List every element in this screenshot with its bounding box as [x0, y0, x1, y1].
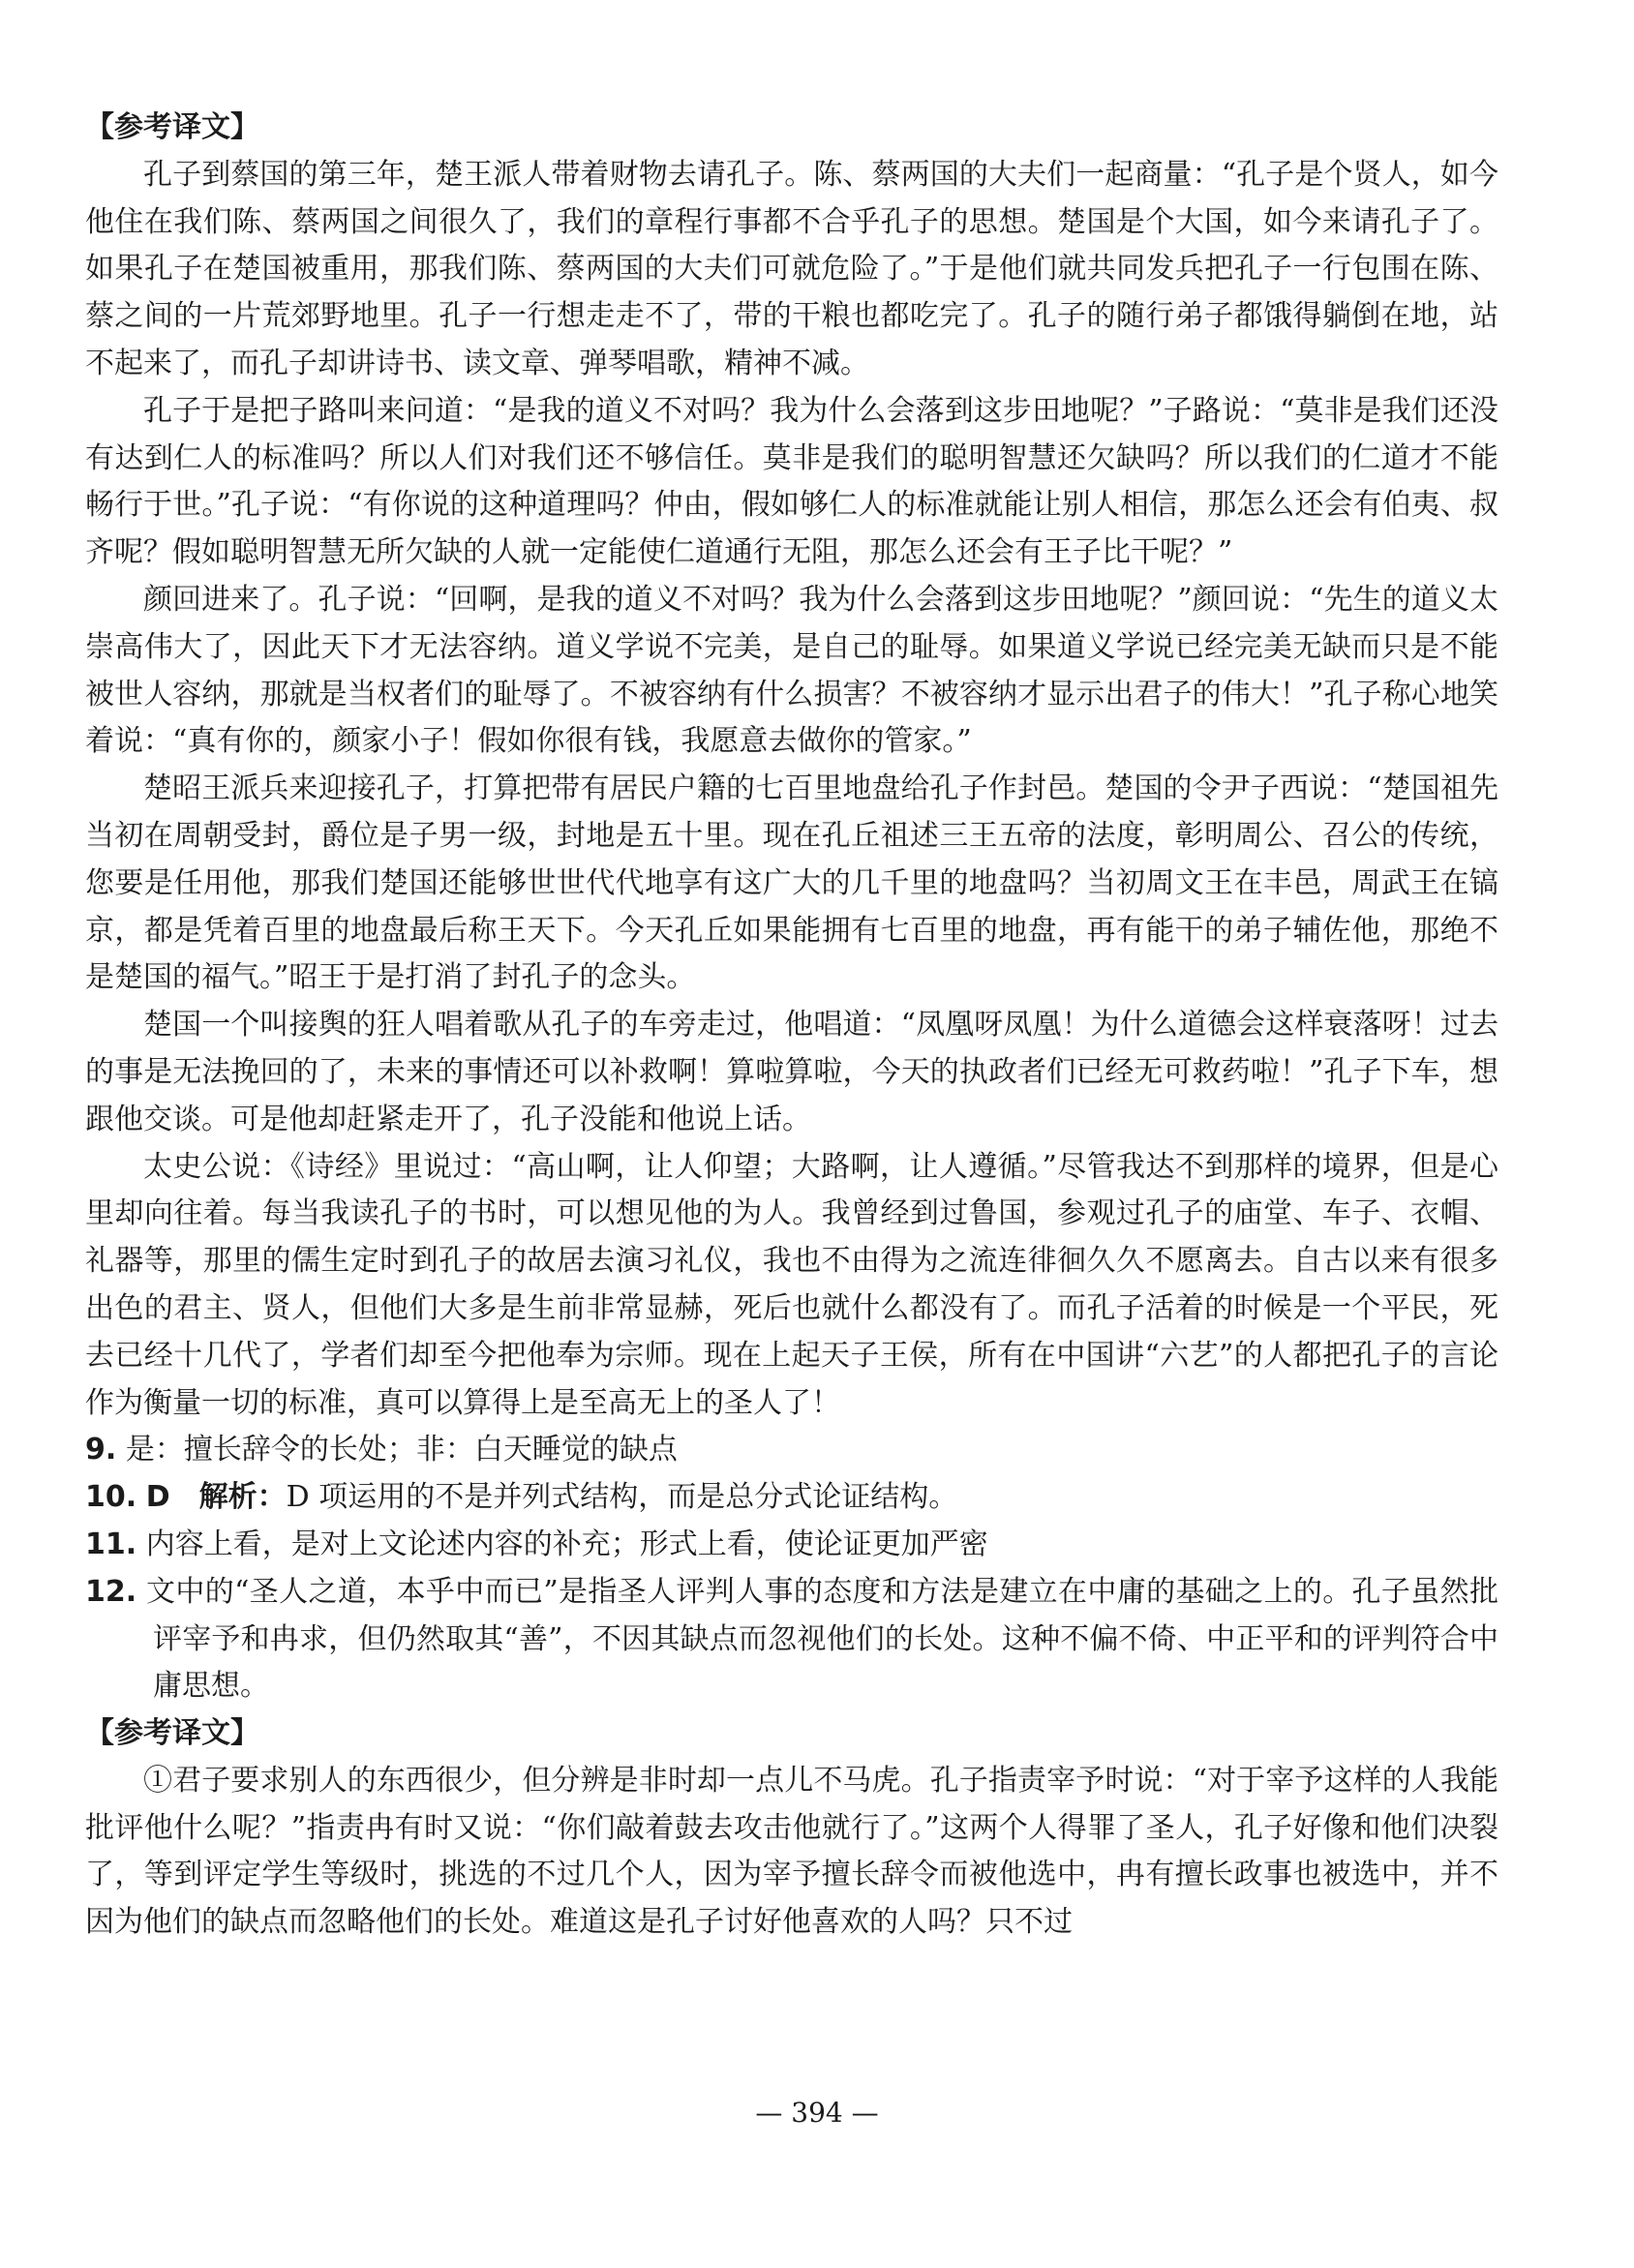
translation-paragraph: ①君子要求别人的东西很少，但分辨是非时却一点儿不马虎。孔子指责宰予时说：“对于宰予这样的人我能批评他什么呢？”指责冉有时又说：“你们敲着鼓去攻击他就行了。”这两个人得罪了圣人，孔子好像和他们决裂了，等到评定学生等级时，挑选的不过几个人，因为宰予擅长辞令而被他选中，冉有擅长政事也被选中，并不因为他们的缺点而忽略他们的长处。难道这是孔子讨好他喜欢的人吗？只不过 [85, 1763, 1498, 1940]
translation-paragraph: 楚昭王派兵来迎接孔子，打算把带有居民户籍的七百里地盘给孔子作封邑。楚国的令尹子西说：“楚国祖先当初在周朝受封，爵位是子男一级，封地是五十里。现在孔丘祖述三王五帝的法度，彰明周公、召公的传统，您要是任用他，那我们楚国还能够世世代代地享有这广大的几千里的地盘吗？当初周文王在丰邑，周武王在镐京，都是凭着百里的地盘最后称王天下。今天孔丘如果能拥有七百里的地盘，再有能干的弟子辅佐他，那绝不是楚国的福气。”昭王于是打消了封孔子的念头。 [85, 771, 1498, 995]
translation-paragraph: 孔子于是把子路叫来问道：“是我的道义不对吗？我为什么会落到这步田地呢？”子路说：“莫非是我们还没有达到仁人的标准吗？所以人们对我们还不够信任。莫非是我们的聪明智慧还欠缺吗？所以我们的仁道才不能畅行于世。”孔子说：“有你说的这种道理吗？仲由，假如够仁人的标准就能让别人相信，那怎么还会有伯夷、叔齐呢？假如聪明智慧无所欠缺的人就一定能使仁道通行无阻，那怎么还会有王子比干呢？” [85, 393, 1498, 570]
translation-paragraph: 太史公说：《诗经》里说过：“高山啊，让人仰望；大路啊，让人遵循。”尽管我达不到那样的境界，但是心里却向往着。每当我读孔子的书时，可以想见他的为人。我曾经到过鲁国，参观过孔子的庙堂、车子、衣帽、礼器等，那里的儒生定时到孔子的故居去演习礼仪，我也不由得为之流连徘徊久久不愿离去。自古以来有很多出色的君主、贤人，但他们大多是生前非常显赫，死后也就什么都没有了。而孔子活着的时候是一个平民，死去已经十几代了，学者们却至今把他奉为宗师。现在上起天子王侯，所有在中国讲“六艺”的人都把孔子的言论作为衡量一切的标准，真可以算得上是至高无上的圣人了！ [85, 1149, 1498, 1420]
answer-text: D 项运用的不是并列式结构，而是总分式论证结构。 [286, 1480, 958, 1515]
answer-number: 10. [85, 1480, 137, 1515]
section-heading: 【参考译文】 [85, 110, 259, 144]
answer-number: 11. [85, 1527, 137, 1561]
answer-item [85, 1522, 1498, 1569]
translation-paragraph: 颜回进来了。孔子说：“回啊，是我的道义不对吗？我为什么会落到这步田地呢？”颜回说：“先生的道义太崇高伟大了，因此天下才无法容纳。道义学说不完美，是自己的耻辱。如果道义学说已经完美无缺而只是不能被世人容纳，那就是当权者们的耻辱了。不被容纳有什么损害？不被容纳才显示出君子的伟大！”孔子称心地笑着说：“真有你的，颜家小子！假如你很有钱，我愿意去做你的管家。” [85, 582, 1498, 759]
answer-number: 12. [85, 1574, 137, 1609]
answer-item [85, 1474, 1498, 1522]
page-number: — 394 — [755, 2097, 879, 2129]
answer-analysis-tag: D 解析： [145, 1480, 287, 1515]
answer-text: 文中的“圣人之道，本乎中而已”是指圣人评判人事的态度和方法是建立在中庸的基础之上的。孔子虽然批评宰予和冉求，但仍然取其“善”，不因其缺点而忽视他们的长处。这种不偏不倚、中正平和的评判符合中庸思想。 [146, 1574, 1498, 1704]
translation-paragraph: 楚国一个叫接舆的狂人唱着歌从孔子的车旁走过，他唱道：“凤凰呀凤凰！为什么道德会这样衰落呀！过去的事是无法挽回的了，未来的事情还可以补救啊！算啦算啦，今天的执政者们已经无可救药啦！”孔子下车，想跟他交谈。可是他却赶紧走开了，孔子没能和他说上话。 [85, 1008, 1498, 1136]
answer-text: 是：擅长辞令的长处；非：白天睡觉的缺点 [125, 1433, 678, 1467]
answer-item [85, 1569, 1498, 1710]
section-heading: 【参考译文】 [85, 1716, 259, 1751]
translation-paragraph: 孔子到蔡国的第三年，楚王派人带着财物去请孔子。陈、蔡两国的大夫们一起商量：“孔子是个贤人，如今他住在我们陈、蔡两国之间很久了，我们的章程行事都不合乎孔子的思想。楚国是个大国，如今来请孔子了。如果孔子在楚国被重用，那我们陈、蔡两国的大夫们可就危险了。”于是他们就共同发兵把孔子一行包围在陈、蔡之间的一片荒郊野地里。孔子一行想走走不了，带的干粮也都吃完了。孔子的随行弟子都饿得躺倒在地，站不起来了，而孔子却讲诗书、读文章、弹琴唱歌，精神不减。 [85, 157, 1498, 380]
answer-text: 内容上看，是对上文论述内容的补充；形式上看，使论证更加严密 [145, 1527, 988, 1561]
answer-number: 9. [85, 1433, 117, 1467]
answer-item [85, 1427, 1498, 1474]
